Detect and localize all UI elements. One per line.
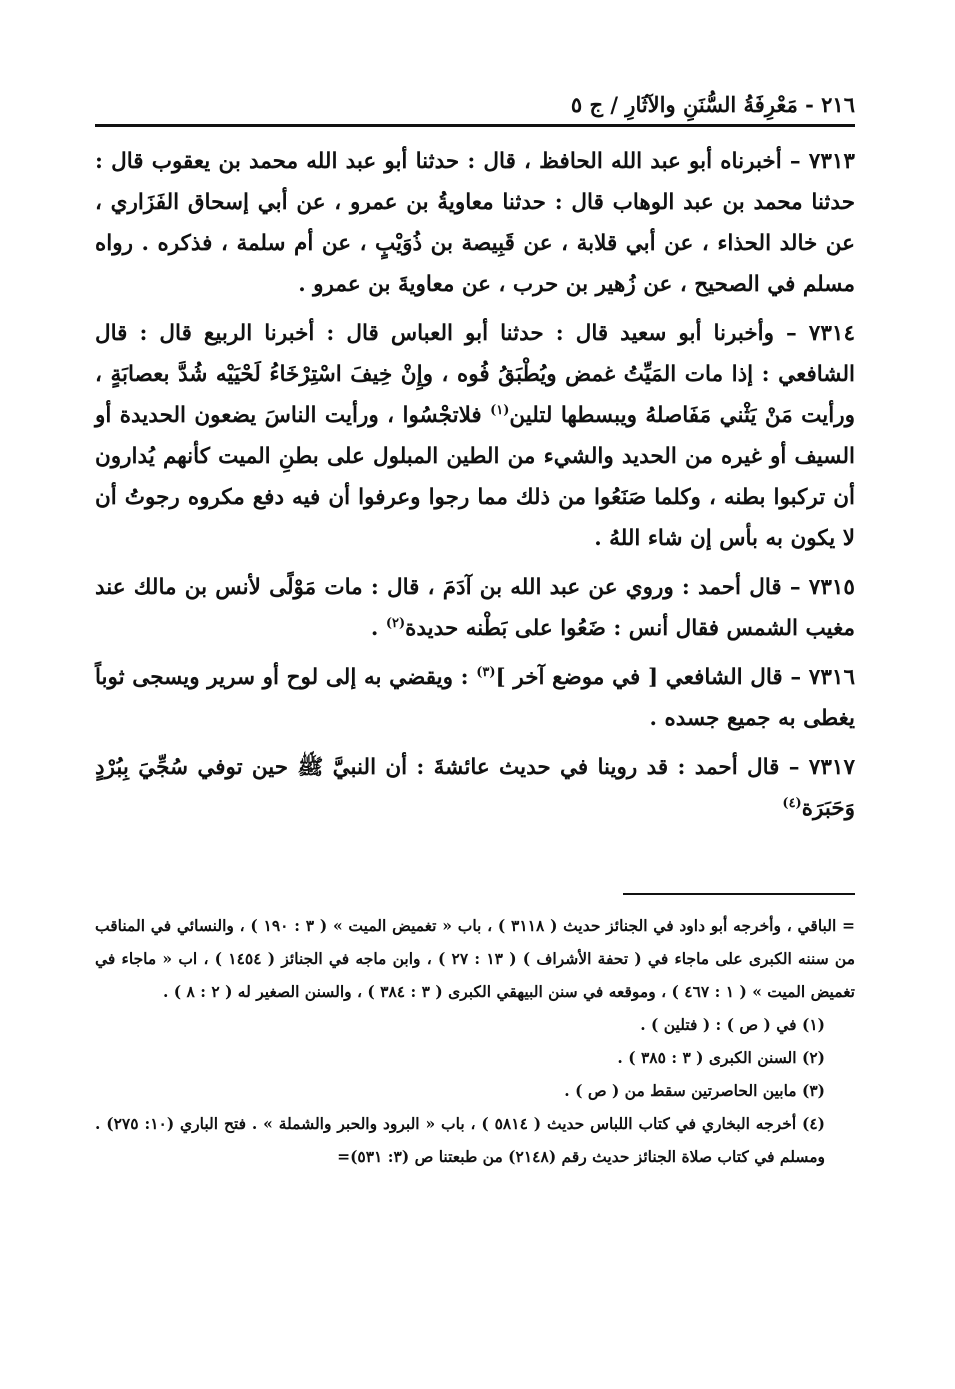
hadith-7317 [95, 747, 855, 829]
hadith-text-cont: . [370, 616, 386, 641]
footnote-mark[interactable]: (٣) [476, 664, 496, 680]
hadith-text: – قال الشافعي [ في موضع آخر ] [495, 665, 802, 690]
header-rule [95, 124, 855, 127]
hadith-number: ٧٣١٧ [808, 755, 855, 780]
footnote-1: (١) في ( ص ) : ( فتلين ) . [640, 1015, 825, 1034]
footnote-3: (٣) مابين الحاصرتين سقط من ( ص ) . [564, 1081, 825, 1100]
footnote-mark[interactable]: (٤) [782, 795, 802, 811]
footnote-separator [623, 893, 855, 895]
hadith-number: ٧٣١٦ [808, 665, 855, 690]
footnote-mark[interactable]: (١) [490, 402, 510, 418]
hadith-text-cont: : ويقضي به إلى لوح أو سرير ويسجى ثوباً يغطى به جميع جسده . [95, 665, 855, 731]
hadith-7313 [95, 141, 855, 305]
footnote-mark[interactable]: (٢) [385, 615, 406, 631]
footnotes [95, 909, 855, 1173]
footnote-separator-wrap [95, 837, 855, 909]
footnote-2: (٢) السنن الكبرى ( ٣ : ٣٨٥ ) . [617, 1048, 825, 1067]
book-title: - مَعْرِفَةُ السُّنَنِ والآثَارِ / ج ٥ [570, 92, 814, 117]
footnote-4: (٤) أخرجه البخاري في كتاب اللباس حديث ( ٥٨١٤ ) ، باب « البرود والحبر والشملة » . فتح الباري (١٠: ٢٧٥) . ومسلم في كتاب صلاة الجنائز حديث رقم (٢١٤٨) من طبعتنا ص (٣: ٥٣١)= [95, 1114, 825, 1166]
hadith-text: – قال أحمد : قد روينا في حديث عائشةَ : أن النبيَّ ﷺ حين توفي سُجِّيَ بِبُرْدٍ وَحَبَرَة [95, 755, 855, 821]
running-header [95, 92, 855, 122]
page-number: ٢١٦ [821, 92, 855, 117]
hadith-text: – أخبرناه أبو عبد الله الحافظ ، قال : حدثنا أبو عبد الله محمد بن يعقوب قال : حدثنا محمد بن عبد الوهاب قال : حدثنا معاويةُ بن عمرو ، عن أبي إسحاق الفَزَاري ، عن خالد الحذاء ، عن أبي قلابة ، عن قَبِيصة بن ذُوَيْبٍ ، عن أم سلمة ، فذكره . رواه مسلم في الصحيح ، عن زُهير بن حرب ، عن معاويةَ بن عمرو . [95, 149, 855, 297]
hadith-7314 [95, 313, 855, 559]
hadith-7316 [95, 657, 855, 739]
hadith-text: – وأخبرنا أبو سعيد قال : حدثنا أبو العباس قال : أخبرنا الربيع قال : قال الشافعي : إذا مات المَيِّتُ غمض ويُطْبَقُ فُوه ، وإِنْ خِيفَ اسْتِرْخَاءُ لَحْيَيْه شُدَّ بعصابَةٍ ، ورأيت مَنْ يَثْني مَفَاصلهُ ويبسطها لتلين [95, 321, 855, 428]
book-page [95, 92, 855, 1173]
hadith-number: ٧٣١٣ [808, 149, 855, 174]
hadith-number: ٧٣١٤ [808, 321, 855, 346]
hadith-text: – قال أحمد : وروي عن عبد الله بن آدَمَ ، قال : مات مَوْلًى لأنس بن مالك عند مغيب الشمس فقال أنس : ضَعُوا على بَطْنه حديدة [95, 575, 855, 641]
hadith-number: ٧٣١٥ [808, 575, 855, 600]
footnote-continued: = الباقي ، وأخرجه أبو داود في الجنائز حديث ( ٣١١٨ ) ، باب « تغميض الميت » ( ٣ : ١٩٠ ) ، والنسائي في المناقب من سننه الكبرى على ماجاء في ( تحفة الأشراف ) ( ١٣ : ٢٧ ) ، وابن ماجه في الجنائز ( ١٤٥٤ ) ، اب « ماجاء في تغميض الميت » ( ١ : ٤٦٧ ) ، وموقعه في سنن البيهقي الكبرى ( ٣ : ٣٨٤ ) ، والسنن الصغير له ( ٢ : ٨ ) . [95, 916, 856, 1001]
hadith-7315 [95, 567, 855, 649]
main-text [95, 141, 855, 829]
hadith-text-cont: فلاتجْسُوا ، ورأيت الناسَ يضعون الحديدة أو السيف أو غيره من الحديد والشيء من الطين المبلول على بطنِ الميت كأنهم يُدارون أن تركبوا بطنه ، وكلما صَنَعُوا من ذلك مما رجوا وعرفوا أن فيه دفع مكروه رجوتُ أن لا يكون به بأس إن شاء اللهُ . [95, 403, 855, 551]
